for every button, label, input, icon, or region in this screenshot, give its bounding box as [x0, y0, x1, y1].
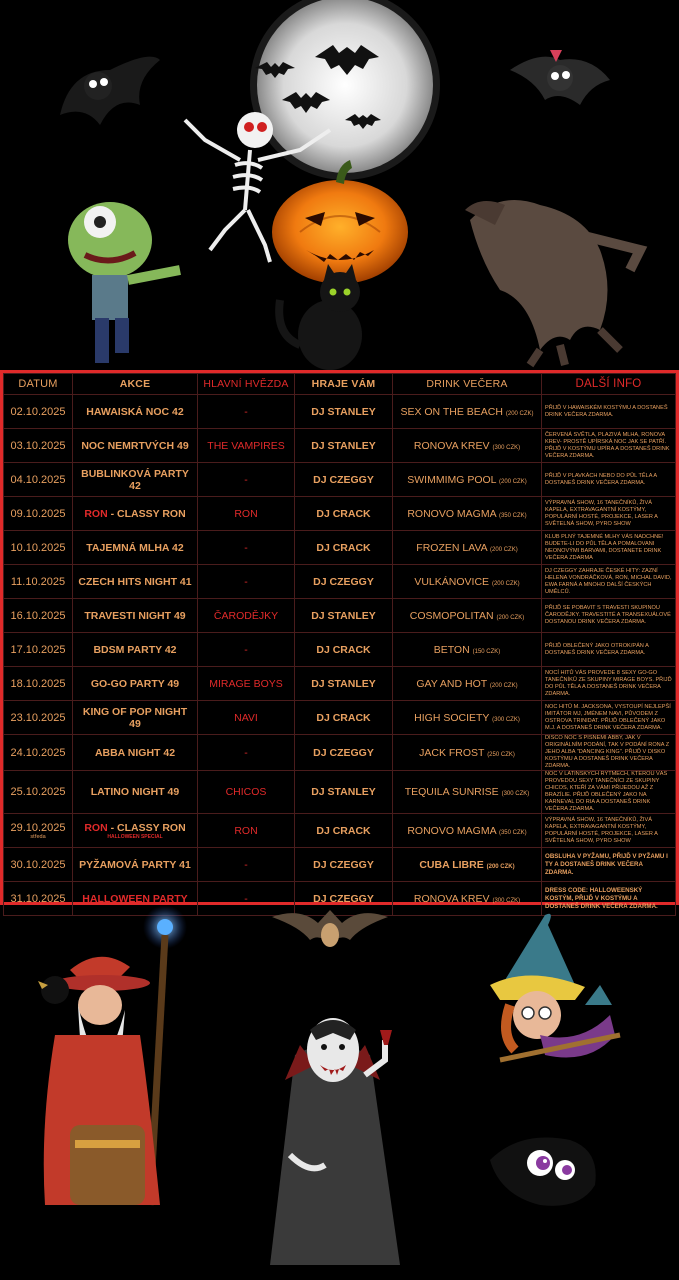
event-star: ČARODĚJKY [198, 599, 295, 633]
table-row [4, 565, 676, 599]
event-name-rest: - CLASSY RON [107, 507, 186, 520]
drink-name: RONOVO MAGMA [407, 507, 497, 520]
event-drink [393, 771, 542, 814]
event-star: - [198, 395, 295, 429]
event-name: KING OF POP NIGHT 49 [73, 701, 198, 735]
event-star: THE VAMPIRES [198, 429, 295, 463]
event-name-rest: - CLASSY RON [107, 821, 186, 834]
event-drink [393, 463, 542, 497]
table-row [4, 531, 676, 565]
event-info: NOC HITŮ M. JACKSONA, VYSTOUPÍ NEJLEPŠÍ IMITÁTOR MJ, JMÉNEM NAVI, PŮVODEM Z OSTROVA TRINIDAT. PŘIJĎ OBLEČENÝ JAKO M.J. A DOSTANEŠ DRINK VEČERA ZDARMA. [542, 701, 676, 735]
event-name: ABBA NIGHT 42 [73, 735, 198, 771]
event-weekday: středa [30, 833, 46, 840]
event-drink [393, 429, 542, 463]
event-date: 02.10.2025 [4, 395, 73, 429]
event-name [73, 814, 198, 848]
event-star: NAVI [198, 701, 295, 735]
event-drink [393, 395, 542, 429]
event-date: 31.10.2025 [4, 882, 73, 916]
event-info: PŘIJĎ SE POBAVIT S TRAVESTI SKUPINOU ČARODĚJKY. TRAVESTITÉ A TRANSEXUÁLOVÉ DOSTANOU DRINK VEČERA ZDARMA. [542, 599, 676, 633]
witch-icon [490, 914, 620, 1060]
event-schedule [0, 370, 679, 910]
drink-price: (200 CZK) [491, 580, 520, 587]
drink-name: JACK FROST [419, 746, 485, 759]
drink-name: TEQUILA SUNRISE [404, 786, 499, 798]
event-star: - [198, 565, 295, 599]
event-info: OBSLUHA V PYŽAMU, PŘIJĎ V PYŽAMU I TY A DOSTANEŠ DRINK VEČERA ZDARMA. [542, 848, 676, 882]
header-info: DALŠÍ INFO [542, 374, 676, 395]
event-name [73, 497, 198, 531]
table-header-row [4, 374, 676, 395]
event-drink [393, 497, 542, 531]
event-date: 25.10.2025 [4, 771, 73, 814]
drink-name: VULKÁNOVICE [414, 575, 490, 588]
drink-price: (200 CZK) [490, 546, 518, 553]
table-row [4, 463, 676, 497]
event-date: 09.10.2025 [4, 497, 73, 531]
drink-name: GAY AND HOT [416, 677, 487, 690]
event-dj: DJ CZEGGY [295, 565, 393, 599]
bat-icon [60, 57, 160, 125]
event-dj: DJ CZEGGY [295, 735, 393, 771]
event-name: TAJEMNÁ MLHA 42 [73, 531, 198, 565]
event-star: RON [198, 497, 295, 531]
table-row [4, 497, 676, 531]
drink-price: (250 CZK) [487, 751, 515, 758]
event-star: - [198, 848, 295, 882]
event-date: 18.10.2025 [4, 667, 73, 701]
event-date: 24.10.2025 [4, 735, 73, 771]
event-star: - [198, 735, 295, 771]
table-row [4, 814, 676, 848]
event-star: RON [198, 814, 295, 848]
event-info: PŘIJĎ V HAWAISKÉM KOSTÝMU A DOSTANEŠ DRINK VEČERA ZDARMA. [542, 395, 676, 429]
event-name: CZECH HITS NIGHT 41 [73, 565, 198, 599]
event-drink [393, 599, 542, 633]
event-dj: DJ STANLEY [295, 395, 393, 429]
top-halloween-artwork [0, 0, 679, 370]
drink-name: FROZEN LAVA [416, 541, 488, 554]
event-name: LATINO NIGHT 49 [73, 771, 198, 814]
table-row [4, 667, 676, 701]
event-dj: DJ CRACK [295, 814, 393, 848]
event-subtitle: HALLOWEEN SPECIAL [107, 833, 163, 840]
schedule-body [4, 395, 676, 916]
drink-name: HIGH SOCIETY [414, 711, 490, 724]
event-dj: DJ STANLEY [295, 771, 393, 814]
event-drink [393, 667, 542, 701]
drink-price: (300 CZK) [501, 791, 530, 797]
header-datum: DATUM [4, 374, 73, 395]
event-date: 17.10.2025 [4, 633, 73, 667]
event-info: ČERVENÁ SVĚTLA, PLAZIVÁ MLHA, RONOVA KREV- PROSTĚ UPÍRSKÁ NOC JAK SE PATŘÍ. PŘIJĎ V KOSTÝMU UPÍRA A DOSTANEŠ DRINK VEČERA ZDARMA. [542, 429, 676, 463]
event-dj: DJ CRACK [295, 701, 393, 735]
event-name: HAWAISKÁ NOC 42 [73, 395, 198, 429]
drink-name: SEX ON THE BEACH [400, 405, 503, 418]
event-info: NOCÍ HITŮ VÁS PROVEDE 8 SEXY GO-GO TANEČNÍKŮ ZE SKUPINY MIRAGE BOYS. PŘIJĎ DO PŮL TĚLA A DOSTANEŠ DRINK VEČERA ZDARMA. [542, 667, 676, 701]
event-drink [393, 701, 542, 735]
event-dj: DJ STANLEY [295, 429, 393, 463]
event-date [4, 814, 73, 848]
zombie-icon [68, 202, 180, 363]
drink-name: BETON [433, 643, 470, 656]
event-dj: DJ CZEGGY [295, 848, 393, 882]
event-drink [393, 814, 542, 848]
event-info: DJ CZEGGY ZAHRAJE ČESKÉ HITY: ZAZNÍ HELENA VONDRÁČKOVÁ, RON, MICHAL DAVID, EWA FARNÁ A MNOHO DALŠÍ ČESKÝCH UMĚLCŮ. [542, 565, 676, 599]
vampire-icon [270, 1018, 400, 1265]
header-dj: HRAJE VÁM [295, 374, 393, 395]
event-name: GO-GO PARTY 49 [73, 667, 198, 701]
event-star: MIRAGE BOYS [198, 667, 295, 701]
event-info: VÝPRAVNÁ SHOW, 16 TANEČNÍKŮ, ŽIVÁ KAPELA, EXTRAVAGANTNÍ KOSTÝMY, POPULÁRNÍ HOSTÉ, PROJEKCE, LASER A SVĚTELNÁ SHOW, PYRO SHOW [542, 814, 676, 848]
header-akce: AKCE [73, 374, 198, 395]
event-star: - [198, 463, 295, 497]
moon-icon [250, 0, 440, 180]
drink-price: (200 CZK) [489, 682, 518, 689]
drink-name: SWIMMIMG POOL [407, 473, 497, 486]
event-name: PYŽAMOVÁ PARTY 41 [73, 848, 198, 882]
event-name: BUBLINKOVÁ PARTY 42 [73, 463, 198, 497]
drink-price: (150 CZK) [472, 648, 501, 655]
wizard-icon [38, 905, 187, 1205]
event-name: NOC NEMRTVÝCH 49 [73, 429, 198, 463]
header-drink: DRINK VEČERA [393, 374, 542, 395]
event-drink [393, 565, 542, 599]
event-drink [393, 735, 542, 771]
table-row [4, 701, 676, 735]
event-info: PŘIJĎ OBLEČENÝ JAKO OTROK/PÁN A DOSTANEŠ DRINK VEČERA ZDARMA. [542, 633, 676, 667]
event-star: - [198, 531, 295, 565]
event-info: DISCO NOC S PÍSNĚMI ABBY, JAK V ORIGINÁLNÍM PODÁNÍ, TAK V PODÁNÍ RONA Z JEHO ALBA "DANCING KING". PŘIJĎ V DISKO KOSTÝMU A DOSTANEŠ DRINK VEČERA ZDARMA. [542, 735, 676, 771]
event-info: DRESS CODE: HALLOWEENSKÝ KOSTÝM, PŘIJĎ V KOSTÝMU A DOSTANEŠ DRINK VEČERA ZDARMA. [542, 882, 676, 916]
event-info: KLUB PLNÝ TAJEMNÉ MLHY VÁS NADCHNE! BUDETE-LI DO PŮL TĚLA A POMALOVANI NEONOVÝMI BARVAMI, DOSTANETE DRINK VEČERA ZDARMA [542, 531, 676, 565]
event-date: 16.10.2025 [4, 599, 73, 633]
drink-price: (200 CZK) [505, 410, 534, 417]
ghost-icon [490, 1138, 596, 1206]
bottom-halloween-artwork [0, 905, 679, 1280]
event-dj: DJ CZEGGY [295, 463, 393, 497]
event-date-value: 29.10.2025 [10, 821, 66, 834]
table-row [4, 735, 676, 771]
event-dj: DJ CRACK [295, 497, 393, 531]
event-dj: DJ CRACK [295, 531, 393, 565]
event-date: 10.10.2025 [4, 531, 73, 565]
drink-price: (300 CZK) [492, 716, 520, 723]
drink-name: RONOVO MAGMA [407, 824, 497, 837]
table-row [4, 429, 676, 463]
event-info: PŘIJĎ V PLAVKÁCH NEBO DO PŮL TĚLA A DOSTANEŠ DRINK VEČERA ZDARMA. [542, 463, 676, 497]
event-date: 23.10.2025 [4, 701, 73, 735]
event-star: CHICOS [198, 771, 295, 814]
event-info: NOC V LATINSKÝCH RYTMECH, KTEROU VÁS PROVEDOU SEXY TANEČNÍCI ZE SKUPINY CHICOS, KTEŘÍ ZA VÁMI PŘIJEDOU AŽ Z BRAZÍLIE. PŘIJĎ OBLEČENÝ JAKO NA KARNEVAL DO RIA A DOSTANEŠ DRINK VEČERA ZDARMA. [542, 771, 676, 814]
table-row [4, 633, 676, 667]
bat-icon [510, 50, 610, 105]
event-date: 03.10.2025 [4, 429, 73, 463]
werewolf-icon [465, 200, 640, 365]
event-drink [393, 633, 542, 667]
drink-price: (200 CZK) [486, 863, 515, 870]
drink-name: CUBA LIBRE [419, 858, 484, 871]
drink-price: (350 CZK) [498, 512, 527, 519]
pumpkin-icon [272, 160, 408, 284]
table-row [4, 599, 676, 633]
event-star: - [198, 633, 295, 667]
event-star: - [198, 882, 295, 916]
event-dj: DJ CRACK [295, 633, 393, 667]
drink-name: RONOVA KREV [413, 892, 490, 905]
drink-name: COSMOPOLITAN [409, 609, 494, 622]
event-name-highlight: RON [84, 507, 108, 520]
event-dj: DJ CZEGGY [295, 882, 393, 916]
event-date: 04.10.2025 [4, 463, 73, 497]
event-name-highlight: RON [84, 821, 108, 834]
table-row [4, 771, 676, 814]
drink-name: RONOVA KREV [413, 439, 490, 452]
drink-price: (350 CZK) [498, 829, 527, 836]
drink-price: (300 CZK) [492, 444, 521, 451]
table-row [4, 395, 676, 429]
event-info: VÝPRAVNÁ SHOW, 16 TANEČNÍKŮ, ŽIVÁ KAPELA, EXTRAVAGANTNÍ KOSTÝMY, POPULÁRNÍ HOSTÉ, PROJEKCE, LASER A SVĚTELNÁ SHOW, PYRO SHOW [542, 497, 676, 531]
event-name: BDSM PARTY 42 [73, 633, 198, 667]
event-dj: DJ STANLEY [295, 667, 393, 701]
bat-icon [272, 910, 388, 947]
header-star: HLAVNÍ HVĚZDA [198, 374, 295, 395]
drink-price: (300 CZK) [492, 897, 521, 904]
event-name: HALLOWEEN PARTY [73, 882, 198, 916]
table-row [4, 848, 676, 882]
schedule-table [3, 373, 676, 916]
event-date: 11.10.2025 [4, 565, 73, 599]
event-name: TRAVESTI NIGHT 49 [73, 599, 198, 633]
event-drink [393, 848, 542, 882]
event-dj: DJ STANLEY [295, 599, 393, 633]
event-drink [393, 531, 542, 565]
drink-price: (200 CZK) [499, 478, 527, 485]
event-date: 30.10.2025 [4, 848, 73, 882]
drink-price: (200 CZK) [496, 614, 525, 621]
